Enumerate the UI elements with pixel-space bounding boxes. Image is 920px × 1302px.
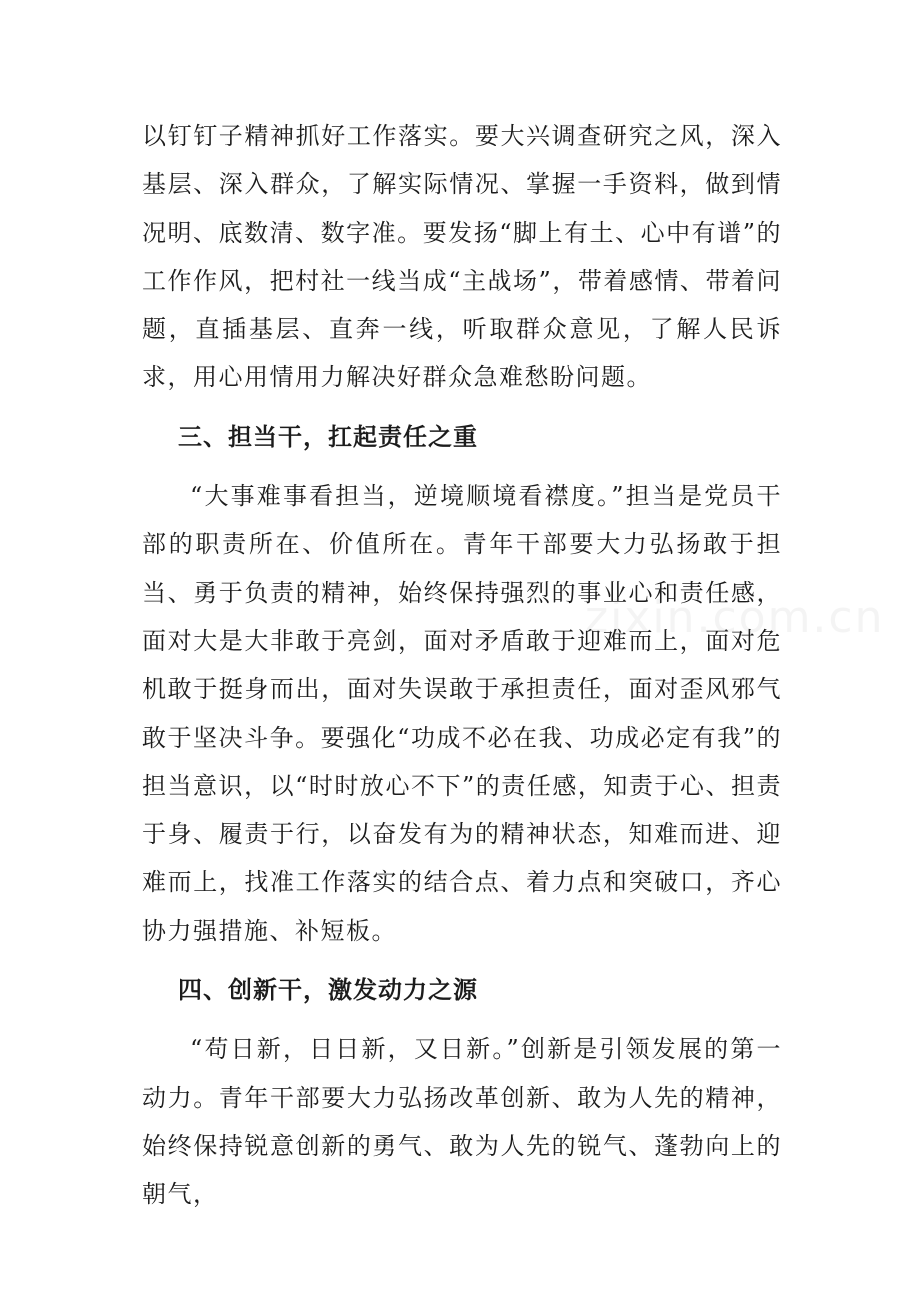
document-body	[142, 112, 782, 1219]
watermark: zixin.com.cn	[585, 592, 885, 643]
paragraph-section-4: “苟日新，日日新，又日新。”创新是引领发展的第一动力。青年干部要大力弘扬改革创新、敢为人先的精神，始终保持锐意创新的勇气、敢为人先的锐气、蓬勃向上的朝气，	[142, 1035, 782, 1209]
section-heading-4: 四、创新干，激发动力之源	[178, 976, 478, 1005]
paragraph-section-3: “大事难事看担当，逆境顺境看襟度。”担当是党员干部的职责所在、价值所在。青年干部要大力弘扬敢于担当、勇于负责的精神，始终保持强烈的事业心和责任感，面对大是大非敢于亮剑，面对矛盾敢于迎难而上，面对危机敢于挺身而出，面对失误敢于承担责任，面对歪风邪气敢于坚决斗争。要强化“功成不必在我、功成必定有我”的担当意识，以“时时放心不下”的责任感，知责于心、担责于身、履责于行，以奋发有为的精神状态，知难而进、迎难而上，找准工作落实的结合点、着力点和突破口，齐心协力强措施、补短板。	[142, 482, 782, 945]
paragraph-continued: 以钉钉子精神抓好工作落实。要大兴调查研究之风，深入基层、深入群众，了解实际情况、掌握一手资料，做到情况明、底数清、数字准。要发扬“脚上有土、心中有谱”的工作作风，把村社一线当成“主战场”，带着感情、带着问题，直插基层、直奔一线，听取群众意见，了解人民诉求，用心用情用力解决好群众急难愁盼问题。	[142, 122, 782, 392]
section-heading-3: 三、担当干，扛起责任之重	[178, 422, 478, 451]
